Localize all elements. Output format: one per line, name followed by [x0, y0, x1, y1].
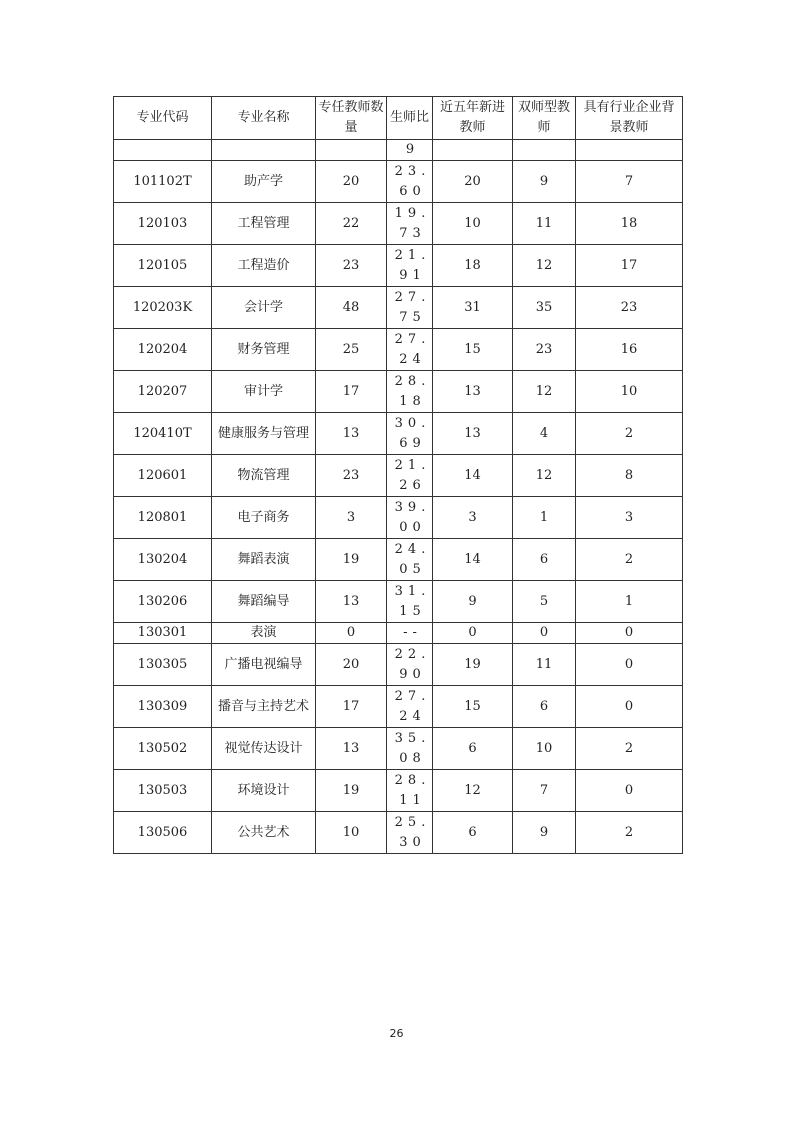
table-row	[114, 203, 683, 245]
cell-name: 广播电视编导	[212, 644, 316, 686]
cell-dual: 4	[513, 413, 576, 455]
table-row	[114, 539, 683, 581]
cell-fulltime: 13	[316, 413, 387, 455]
cell-code: 130204	[114, 539, 212, 581]
cell-dual: 9	[513, 812, 576, 854]
table-row	[114, 686, 683, 728]
teacher-statistics-table	[113, 96, 683, 854]
cell-code: 130309	[114, 686, 212, 728]
table-row	[114, 728, 683, 770]
table-row	[114, 644, 683, 686]
cell-industry: 0	[576, 644, 683, 686]
cell-industry: 0	[576, 686, 683, 728]
cell-new-teachers: 9	[433, 581, 513, 623]
cell-dual: 23	[513, 329, 576, 371]
table-row	[114, 455, 683, 497]
cell-industry: 23	[576, 287, 683, 329]
cell-code: 120204	[114, 329, 212, 371]
header-industry: 具有行业企业背景教师	[576, 97, 683, 140]
cell-dual: 12	[513, 371, 576, 413]
table-body	[114, 140, 683, 854]
cell-name: 表演	[212, 623, 316, 644]
cell-code: 130301	[114, 623, 212, 644]
cell-name: 工程管理	[212, 203, 316, 245]
cell-ratio: 39.00	[387, 497, 433, 539]
header-ratio: 生师比	[387, 97, 433, 140]
cell-fulltime: 13	[316, 728, 387, 770]
cell-industry: 2	[576, 413, 683, 455]
cell-fulltime: 3	[316, 497, 387, 539]
cell-dual: 12	[513, 455, 576, 497]
cell-industry: 0	[576, 623, 683, 644]
cell-ratio: 28.11	[387, 770, 433, 812]
cell-fulltime: 17	[316, 371, 387, 413]
cell-ratio: 27.75	[387, 287, 433, 329]
cell-dual: 11	[513, 203, 576, 245]
cell-dual: 10	[513, 728, 576, 770]
cell-fulltime: 23	[316, 245, 387, 287]
cell-ratio: 19.73	[387, 203, 433, 245]
cell-ratio: 27.24	[387, 329, 433, 371]
table-row	[114, 812, 683, 854]
cell-code: 120207	[114, 371, 212, 413]
cell-code: 130206	[114, 581, 212, 623]
table-row	[114, 161, 683, 203]
cell-fulltime: 48	[316, 287, 387, 329]
cell-fulltime: 20	[316, 161, 387, 203]
table-row	[114, 623, 683, 644]
continuation-row	[114, 140, 683, 161]
cell-name: 物流管理	[212, 455, 316, 497]
cell-ratio: 9	[387, 140, 433, 161]
cell-dual	[513, 140, 576, 161]
cell-new-teachers: 31	[433, 287, 513, 329]
cell-new-teachers: 3	[433, 497, 513, 539]
cell-ratio: 24.05	[387, 539, 433, 581]
cell-industry: 1	[576, 581, 683, 623]
cell-dual: 6	[513, 539, 576, 581]
cell-ratio: 21.26	[387, 455, 433, 497]
cell-ratio: 22.90	[387, 644, 433, 686]
cell-name: 公共艺术	[212, 812, 316, 854]
cell-name: 视觉传达设计	[212, 728, 316, 770]
table-row	[114, 413, 683, 455]
cell-code: 130502	[114, 728, 212, 770]
cell-name: 财务管理	[212, 329, 316, 371]
cell-new-teachers: 13	[433, 413, 513, 455]
table-row	[114, 770, 683, 812]
cell-ratio: 35.08	[387, 728, 433, 770]
page-number: 26	[389, 1027, 404, 1040]
cell-industry: 18	[576, 203, 683, 245]
cell-new-teachers: 20	[433, 161, 513, 203]
cell-code: 120105	[114, 245, 212, 287]
cell-fulltime: 22	[316, 203, 387, 245]
table-row	[114, 497, 683, 539]
cell-ratio: 25.30	[387, 812, 433, 854]
cell-dual: 6	[513, 686, 576, 728]
cell-new-teachers: 14	[433, 455, 513, 497]
table-row	[114, 371, 683, 413]
cell-code: 120203K	[114, 287, 212, 329]
cell-code: 101102T	[114, 161, 212, 203]
cell-fulltime: 19	[316, 770, 387, 812]
cell-code: 130503	[114, 770, 212, 812]
cell-code: 130305	[114, 644, 212, 686]
cell-industry: 16	[576, 329, 683, 371]
cell-ratio: 31.15	[387, 581, 433, 623]
cell-dual: 7	[513, 770, 576, 812]
cell-code: 120103	[114, 203, 212, 245]
cell-new-teachers: 19	[433, 644, 513, 686]
cell-industry: 8	[576, 455, 683, 497]
cell-new-teachers: 15	[433, 686, 513, 728]
cell-new-teachers: 13	[433, 371, 513, 413]
cell-ratio: --	[387, 623, 433, 644]
cell-dual: 0	[513, 623, 576, 644]
header-name: 专业名称	[212, 97, 316, 140]
cell-fulltime: 23	[316, 455, 387, 497]
table-row	[114, 329, 683, 371]
cell-industry: 17	[576, 245, 683, 287]
cell-new-teachers: 12	[433, 770, 513, 812]
cell-new-teachers: 6	[433, 728, 513, 770]
cell-fulltime: 17	[316, 686, 387, 728]
cell-ratio: 30.69	[387, 413, 433, 455]
cell-industry	[576, 140, 683, 161]
cell-industry: 2	[576, 539, 683, 581]
cell-name: 环境设计	[212, 770, 316, 812]
cell-dual: 1	[513, 497, 576, 539]
cell-fulltime	[316, 140, 387, 161]
cell-industry: 10	[576, 371, 683, 413]
cell-industry: 0	[576, 770, 683, 812]
cell-name: 助产学	[212, 161, 316, 203]
table-row	[114, 245, 683, 287]
cell-new-teachers: 15	[433, 329, 513, 371]
cell-fulltime: 13	[316, 581, 387, 623]
header-dual: 双师型教师	[513, 97, 576, 140]
cell-name: 电子商务	[212, 497, 316, 539]
cell-code: 120801	[114, 497, 212, 539]
cell-industry: 2	[576, 812, 683, 854]
cell-new-teachers: 6	[433, 812, 513, 854]
cell-fulltime: 20	[316, 644, 387, 686]
cell-new-teachers: 14	[433, 539, 513, 581]
cell-code: 120410T	[114, 413, 212, 455]
header-row	[114, 97, 683, 140]
cell-dual: 35	[513, 287, 576, 329]
cell-name: 健康服务与管理	[212, 413, 316, 455]
cell-fulltime: 25	[316, 329, 387, 371]
cell-dual: 11	[513, 644, 576, 686]
cell-name: 舞蹈编导	[212, 581, 316, 623]
header-new-teachers: 近五年新进教师	[433, 97, 513, 140]
cell-ratio: 21.91	[387, 245, 433, 287]
cell-new-teachers: 10	[433, 203, 513, 245]
cell-dual: 9	[513, 161, 576, 203]
cell-fulltime: 19	[316, 539, 387, 581]
cell-new-teachers: 18	[433, 245, 513, 287]
cell-code: 130506	[114, 812, 212, 854]
cell-ratio: 23.60	[387, 161, 433, 203]
cell-ratio: 27.24	[387, 686, 433, 728]
cell-name: 会计学	[212, 287, 316, 329]
cell-industry: 2	[576, 728, 683, 770]
cell-code	[114, 140, 212, 161]
cell-new-teachers	[433, 140, 513, 161]
cell-name	[212, 140, 316, 161]
cell-dual: 5	[513, 581, 576, 623]
cell-industry: 3	[576, 497, 683, 539]
table-header	[114, 97, 683, 140]
cell-name: 审计学	[212, 371, 316, 413]
table-row	[114, 287, 683, 329]
cell-new-teachers: 0	[433, 623, 513, 644]
cell-fulltime: 10	[316, 812, 387, 854]
cell-name: 播音与主持艺术	[212, 686, 316, 728]
cell-dual: 12	[513, 245, 576, 287]
cell-name: 舞蹈表演	[212, 539, 316, 581]
cell-industry: 7	[576, 161, 683, 203]
cell-fulltime: 0	[316, 623, 387, 644]
table-row	[114, 581, 683, 623]
cell-name: 工程造价	[212, 245, 316, 287]
cell-ratio: 28.18	[387, 371, 433, 413]
header-fulltime: 专任教师数量	[316, 97, 387, 140]
cell-code: 120601	[114, 455, 212, 497]
header-code: 专业代码	[114, 97, 212, 140]
